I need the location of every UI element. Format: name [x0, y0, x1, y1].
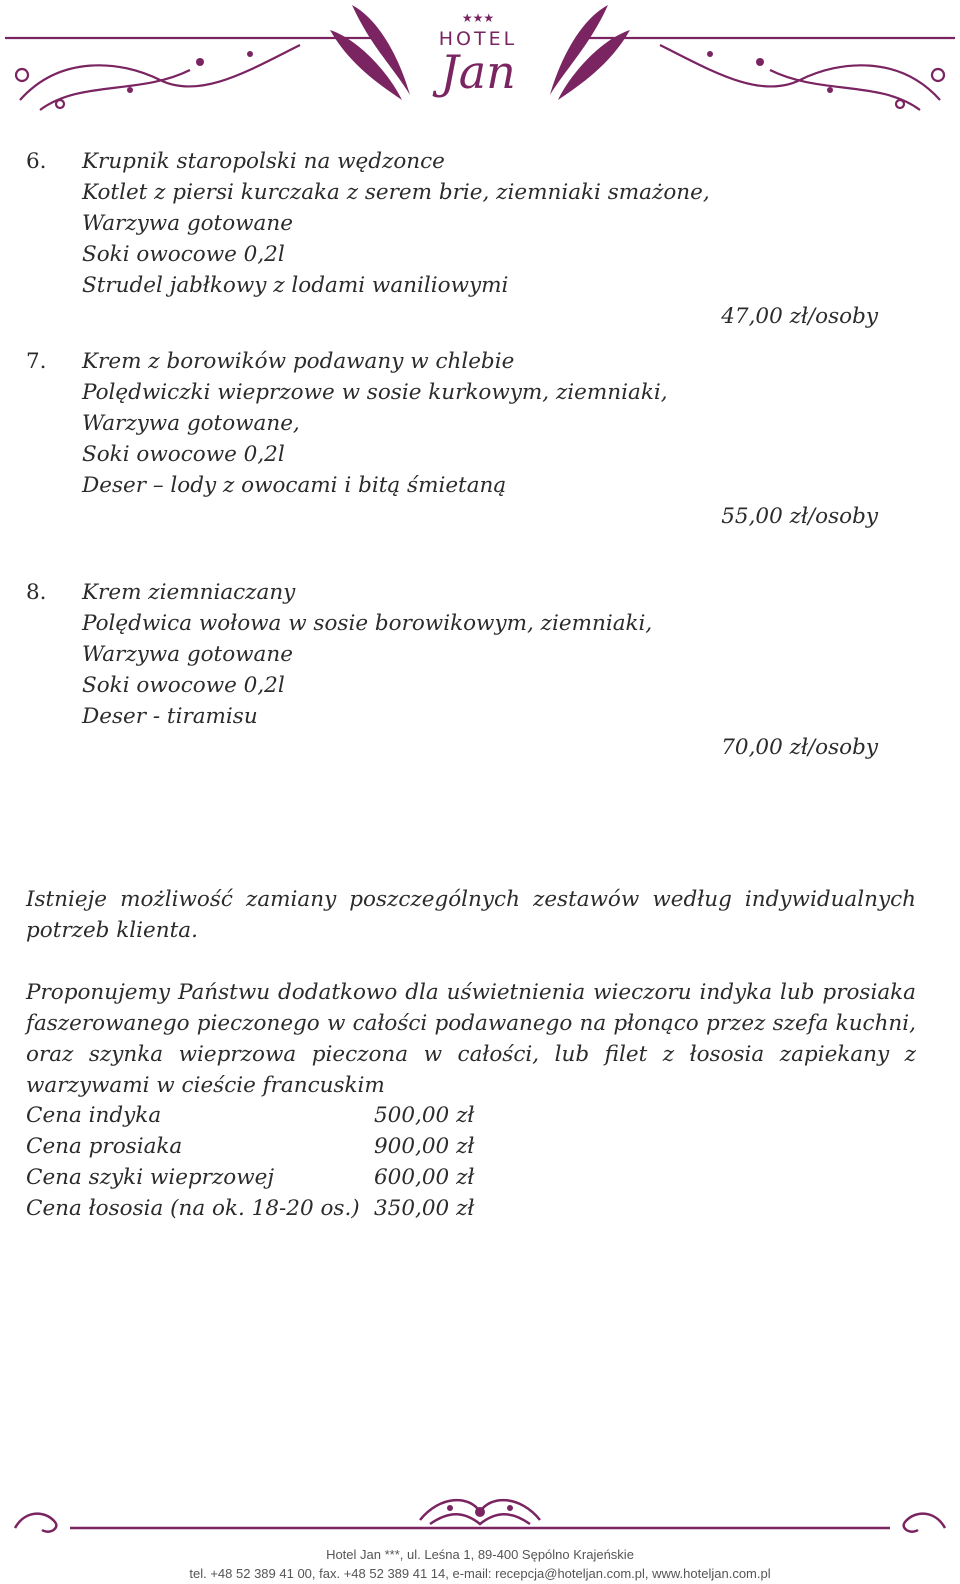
menu-price: 47,00 zł/osoby: [721, 304, 878, 329]
hotel-logo-header: [0, 0, 960, 125]
menu-price: 55,00 zł/osoby: [721, 504, 878, 529]
menu-line: Warzywa gotowane,: [82, 411, 300, 436]
menu-number: 7.: [26, 349, 47, 374]
price-list: [26, 1100, 506, 1224]
menu-line: Soki owocowe 0,2l: [82, 673, 285, 698]
price-row: [26, 1100, 506, 1131]
menu-line: Soki owocowe 0,2l: [82, 442, 285, 467]
footer-address: Hotel Jan ***, ul. Leśna 1, 89-400 Sępólno Krajeńskie: [326, 1547, 634, 1562]
proposal-paragraph: Proponujemy Państwu dodatkowo dla uświetnienia wieczoru indyka lub prosiaka faszerowanego pieczonego w całości podawanego na płonąco przez szefa kuchni, oraz szynka wieprzowa pieczona w całości, lub filet z łososia zapiekany z warzywami w cieście francuskim: [26, 980, 916, 1098]
price-label: Cena prosiaka: [26, 1134, 183, 1159]
logo-name-text: Jan: [440, 45, 516, 99]
customization-note: Istnieje możliwość zamiany poszczególnych zestawów według indywidualnych potrzeb klienta.: [26, 887, 916, 943]
menu-line: Krem z borowików podawany w chlebie: [82, 349, 515, 374]
price-value: 600,00 zł: [374, 1165, 475, 1190]
price-value: 900,00 zł: [374, 1134, 475, 1159]
price-row: [26, 1162, 506, 1193]
logo-stars: ★★★: [461, 11, 495, 25]
logo-hotel-text: HOTEL: [438, 28, 518, 50]
price-row: [26, 1193, 506, 1224]
menu-line: Krem ziemniaczany: [82, 580, 296, 605]
footer-contact: tel. +48 52 389 41 00, fax. +48 52 389 41 14, e-mail: recepcja@hoteljan.com.pl, www.hoteljan.com.pl: [189, 1566, 771, 1581]
menu-line: Deser – lody z owocami i bitą śmietaną: [82, 473, 507, 498]
price-row: [26, 1131, 506, 1162]
price-label: Cena szyki wieprzowej: [26, 1165, 275, 1190]
menu-line: Polędwica wołowa w sosie borowikowym, ziemniaki,: [82, 611, 653, 636]
menu-line: Deser - tiramisu: [82, 704, 258, 729]
menu-line: Soki owocowe 0,2l: [82, 242, 285, 267]
menu-line: Warzywa gotowane: [82, 642, 293, 667]
menu-line: Strudel jabłkowy z lodami waniliowymi: [82, 273, 509, 298]
price-value: 500,00 zł: [374, 1103, 475, 1128]
footer-ornament: [0, 1490, 960, 1540]
menu-price: 70,00 zł/osoby: [721, 735, 878, 760]
menu-line: Krupnik staropolski na wędzonce: [82, 149, 445, 174]
price-label: Cena indyka: [26, 1103, 162, 1128]
menu-number: 8.: [26, 580, 47, 605]
menu-line: Kotlet z piersi kurczaka z serem brie, ziemniaki smażone,: [82, 180, 710, 205]
menu-line: Polędwiczki wieprzowe w sosie kurkowym, ziemniaki,: [82, 380, 668, 405]
price-label: Cena łososia (na ok. 18-20 os.): [26, 1196, 360, 1221]
price-value: 350,00 zł: [374, 1196, 475, 1221]
menu-number: 6.: [26, 149, 47, 174]
menu-line: Warzywa gotowane: [82, 211, 293, 236]
